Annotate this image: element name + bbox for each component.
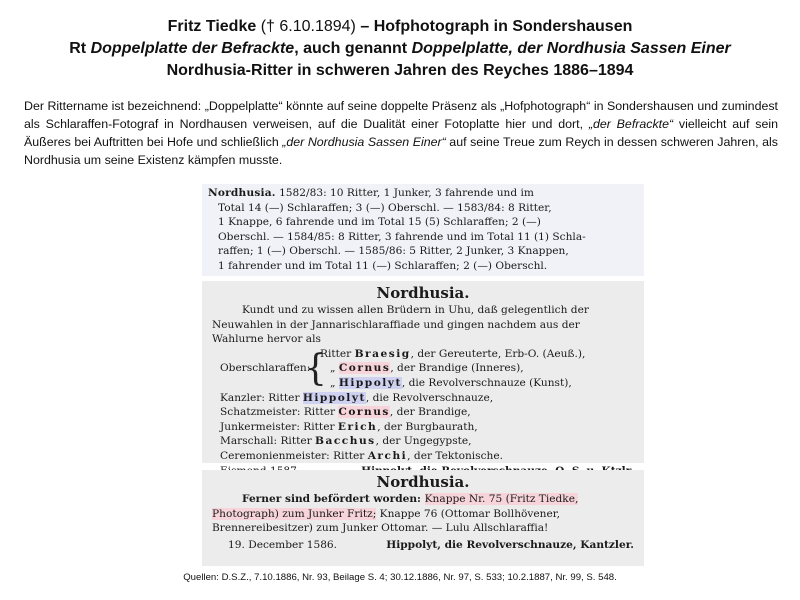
sources-footnote: Quellen: D.S.Z., 7.10.1886, Nr. 93, Beilage S. 4; 30.12.1886, Nr. 97, S. 533; 10.2.1887, Nr. 99, S. 548. xyxy=(183,572,617,583)
officer-entry xyxy=(212,391,634,406)
officer-entry xyxy=(212,434,634,449)
clipping-line xyxy=(208,186,638,201)
clipping-masthead: Nordhusia. xyxy=(208,187,276,199)
title-prefix: Rt xyxy=(69,40,87,57)
clipping-text: Knappe 76 (Ottomar Bollhövener, xyxy=(376,507,561,520)
intro-text-1: Der Rittername ist bezeichnend: „Doppelplatte“ könnte auf seine doppelte Präsenz als „Hofphotograph“ in Sondershausen und zumindest als Schlaraffen-Fotograf in Nordhausen verweisen, auf die Dualität einer Fotoplatte hier und dort, xyxy=(24,99,778,131)
clipping-line: 1 fahrender und im Total 11 (—) Schlaraffen; 2 (—) Oberschl. xyxy=(218,259,548,272)
ritter-name: Archi xyxy=(367,449,408,462)
brace-icon: { xyxy=(304,347,327,389)
ritter-name: Doppelplatte der Befrackte xyxy=(90,40,295,57)
entry-prefix: „ xyxy=(330,376,339,389)
clipping-line xyxy=(212,492,634,507)
person-role: Hofphotograph in Sondershausen xyxy=(373,18,633,35)
person-name: Fritz Tiedke xyxy=(167,18,257,35)
entry-prefix: „ xyxy=(330,362,339,375)
ritter-name-highlighted: Hippolyt xyxy=(338,376,402,389)
title-line-3: Nordhusia-Ritter in schweren Jahren des Reyches 1886–1894 xyxy=(166,62,634,79)
title-line-1 xyxy=(0,16,800,38)
oberschlaraffe-entry xyxy=(320,347,634,362)
ritter-alias: Doppelplatte, der Nordhusia Sassen Einer xyxy=(411,40,731,57)
entry-suffix: , der Brandige (Inneres), xyxy=(390,362,524,375)
clipping-title: Nordhusia. xyxy=(376,284,470,302)
clipping-line xyxy=(212,507,634,522)
clipping-text: Ferner sind befördert worden: xyxy=(242,493,425,505)
officer-role: Schatzmeister: Ritter xyxy=(220,406,339,419)
entry-suffix: , die Revolverschnauze (Kunst), xyxy=(401,376,572,389)
intro-italic-2: „der Nordhusia Sassen Einer“ xyxy=(282,135,446,149)
ritter-name: Bacchus xyxy=(315,435,376,448)
clipping-line: Brennereibesitzer) zum Junker Ottomar. — Lulu Allschlaraffia! xyxy=(212,522,549,535)
oberschlaraffen-label: Oberschlaraffen: xyxy=(220,362,311,375)
officer-role: Marschall: Ritter xyxy=(220,435,316,448)
person-dates: († 6.10.1894) xyxy=(260,18,356,35)
entry-suffix: , der Gereuterte, Erb-O. (Aeuß.), xyxy=(410,347,586,360)
title-line-2 xyxy=(0,38,800,60)
clipping-election xyxy=(202,281,644,463)
title-middle: , auch genannt xyxy=(294,40,408,57)
entry-suffix: , der Burgbaurath, xyxy=(377,420,478,433)
clipping-title: Nordhusia. xyxy=(376,473,470,491)
clipping-statistics xyxy=(202,184,644,276)
ritter-name-highlighted: Cornus xyxy=(338,406,390,419)
clipping-line: Kundt und zu wissen allen Brüdern in Uhu, daß gelegentlich der xyxy=(242,304,589,316)
highlighted-text: Photograph) zum Junker Fritz; xyxy=(212,507,377,520)
oberschlaraffen-block xyxy=(212,347,634,391)
officer-role: Kanzler: Ritter xyxy=(220,391,303,404)
clipping-line: Wahlurne hervor als xyxy=(212,333,321,346)
signature-name: Hippolyt, die Revolverschnauze, Kantzler. xyxy=(386,538,634,551)
officer-entry xyxy=(212,405,634,420)
entry-suffix: , der Tektonische. xyxy=(407,449,503,462)
officer-entry xyxy=(212,420,634,435)
intro-italic-1: „der Befrackte“ xyxy=(588,117,674,131)
page-header xyxy=(0,16,800,82)
oberschlaraffe-entry xyxy=(320,376,634,391)
oberschlaraffe-entry xyxy=(320,361,634,376)
entry-suffix: , die Revolverschnauze, xyxy=(365,391,494,404)
clipping-line: Neuwahlen in der Jannarischlaraffiade und gingen nachdem aus der xyxy=(212,318,580,331)
title-separator: – xyxy=(360,18,370,35)
ritter-name: Erich xyxy=(337,420,378,433)
intro-text-3: auf seine Treue zum Reych in dessen schweren Jahren, als Nordhusia um seine Existenz kämpfen musste. xyxy=(24,135,778,167)
clipping-line: Oberschl. — 1584/85: 8 Ritter, 3 fahrende und im Total 11 (1) Schla- xyxy=(218,230,586,243)
ritter-name: Braesig xyxy=(354,347,411,360)
officer-role: Ceremonienmeister: Ritter xyxy=(220,449,368,462)
officer-entry xyxy=(212,449,634,464)
ritter-name-highlighted: Hippolyt xyxy=(302,391,366,404)
ritter-name-highlighted: Cornus xyxy=(338,362,391,375)
clipping-line: raffen; 1 (—) Oberschl. — 1585/86: 5 Ritter, 2 Junker, 3 Knappen, xyxy=(218,245,569,258)
entry-suffix: , der Ungegypste, xyxy=(375,435,472,448)
clipping-promotion xyxy=(202,470,644,566)
highlighted-text: Knappe Nr. 75 (Fritz Tiedke, xyxy=(424,493,579,505)
entry-suffix: , der Brandige, xyxy=(389,406,471,419)
signature-date: 19. December 1586. xyxy=(228,538,338,551)
intro-text-2: vielleicht auf sein Äußeres bei Auftritten bei Hofe und schließlich xyxy=(24,117,778,149)
clipping-line: 1 Knappe, 6 fahrende und im Total 15 (5) Schlaraffen; 2 (—) xyxy=(218,216,541,229)
clipping-line: Total 14 (—) Schlaraffen; 3 (—) Oberschl. — 1583/84: 8 Ritter, xyxy=(218,201,552,214)
entry-prefix: Ritter xyxy=(320,347,355,360)
intro-paragraph xyxy=(24,97,778,169)
officer-role: Junkermeister: Ritter xyxy=(220,420,338,433)
clipping-signature xyxy=(212,538,634,553)
clipping-text: 1582/83: 10 Ritter, 1 Junker, 3 fahrende und im xyxy=(279,187,534,199)
